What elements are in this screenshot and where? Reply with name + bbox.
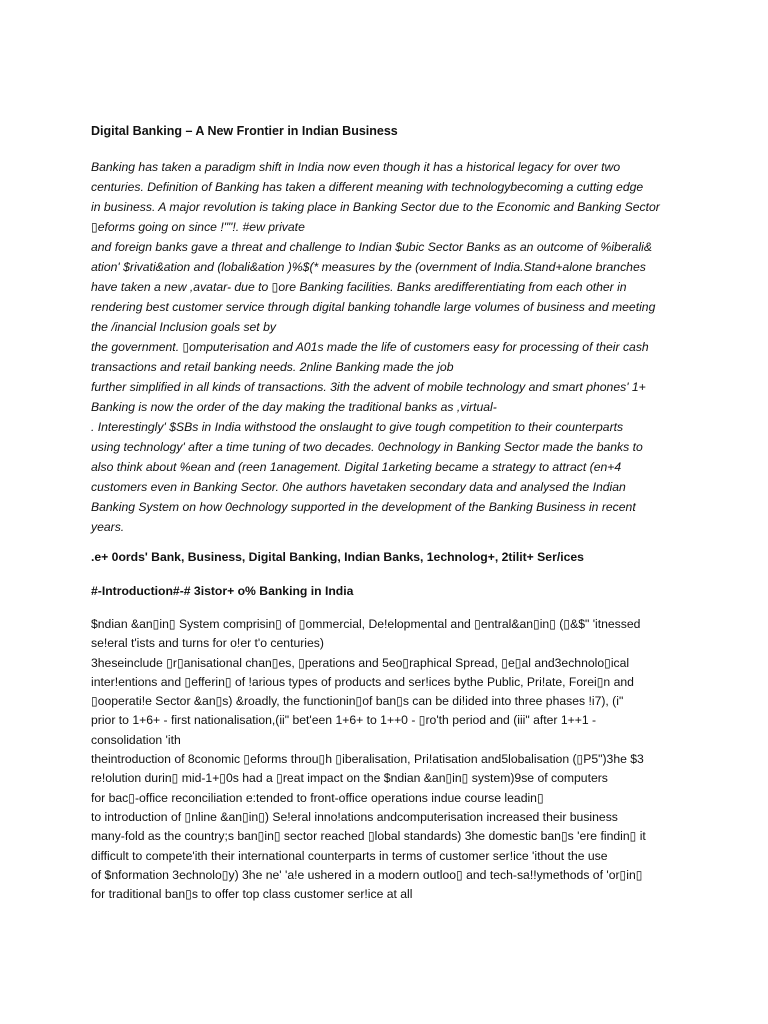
body-line: theintroduction of 8conomic ▯eforms throu▯h ▯iberalisation, Pri!atisation and5lobalisation (▯P5")3he $3 [91, 752, 644, 767]
abstract-line: customers even in Banking Sector. 0he authors havetaken secondary data and analysed the Indian [91, 480, 626, 494]
abstract-line: ation' $rivati&ation and (lobali&ation )%$(* measures by the (overnment of India.Stand+alone branches [91, 260, 646, 274]
body-line: inter!entions and ▯efferin▯ of !arious types of products and ser!ices bythe Public, Pri!ate, Forei▯n and [91, 674, 634, 689]
abstract-line: Banking is now the order of the day making the traditional banks as ,virtual- [91, 400, 497, 414]
body-line: many-fold as the country;s ban▯in▯ sector reached ▯lobal standards) 3he domestic ban▯s 'ere findin▯ it [91, 829, 646, 844]
abstract-line: also think about %ean and (reen 1anagement. Digital 1arketing became a strategy to attract (en+4 [91, 460, 622, 474]
keywords: .e+ 0ords' Bank, Business, Digital Banking, Indian Banks, 1echnolog+, 2tilit+ Ser/ices [91, 550, 584, 564]
abstract-line: years. [91, 520, 125, 534]
document-title: Digital Banking – A New Frontier in Indian Business [91, 124, 398, 138]
body-line: ▯ooperati!e Sector &an▯s) &roadly, the functionin▯of ban▯s can be di!ided into three phases !i7), (i" [91, 694, 624, 709]
body-line: re!olution durin▯ mid-1+▯0s had a ▯reat impact on the $ndian &an▯in▯ system)9se of computers [91, 771, 608, 786]
abstract-line: using technology' after a time tuning of two decades. 0echnology in Banking Sector made the banks to [91, 440, 643, 454]
abstract-line: rendering best customer service through digital banking tohandle large volumes of business and meeting [91, 300, 656, 314]
body-text [91, 615, 691, 904]
abstract [91, 157, 691, 537]
abstract-line: ▯eforms going on since !""!. #ew private [91, 220, 305, 234]
abstract-line: the /inancial Inclusion goals set by [91, 320, 276, 334]
body-line: prior to 1+6+ - first nationalisation,(ii" bet'een 1+6+ to 1++0 - ▯ro'th period and (iii" after 1++1 - [91, 713, 597, 728]
body-line: for traditional ban▯s to offer top class customer ser!ice at all [91, 887, 413, 902]
abstract-line: . Interestingly' $SBs in India withstood the onslaught to give tough competition to their counterparts [91, 420, 624, 434]
abstract-line: the government. ▯omputerisation and A01s made the life of customers easy for processing of their cash [91, 340, 649, 354]
body-line: se!eral t'ists and turns for o!er t'o centuries) [91, 636, 324, 651]
body-line: 3heseinclude ▯r▯anisational chan▯es, ▯perations and 5eo▯raphical Spread, ▯e▯al and3echnolo▯ical [91, 655, 630, 670]
abstract-line: further simplified in all kinds of transactions. 3ith the advent of mobile technology and smart phones' 1+ [91, 380, 646, 394]
section-heading: #-Introduction#-# 3istor+ o% Banking in India [91, 584, 354, 598]
body-line: to introduction of ▯nline &an▯in▯) Se!eral inno!ations andcomputerisation increased their business [91, 809, 618, 824]
abstract-line: have taken a new ,avatar- due to ▯ore Banking facilities. Banks aredifferentiating from each other in [91, 280, 627, 294]
body-line: for bac▯-office reconciliation e:tended to front-office operations indue course leadin▯ [91, 790, 544, 805]
abstract-line: and foreign banks gave a threat and challenge to Indian $ubic Sector Banks as an outcome of %iberali& [91, 240, 652, 254]
body-line: difficult to compete'ith their international counterparts in terms of customer ser!ice 'ithout the use [91, 848, 608, 863]
body-line: consolidation 'ith [91, 732, 181, 747]
abstract-line: centuries. Definition of Banking has taken a different meaning with technologybecoming a cutting edge [91, 180, 644, 194]
body-line: $ndian &an▯in▯ System comprisin▯ of ▯ommercial, De!elopmental and ▯entral&an▯in▯ (▯&$" 'itnessed [91, 617, 641, 631]
abstract-line: Banking System on how 0echnology supported in the development of the Banking Business in recent [91, 500, 636, 514]
abstract-line: Banking has taken a paradigm shift in India now even though it has a historical legacy for over two [91, 160, 621, 174]
abstract-line: in business. A major revolution is taking place in Banking Sector due to the Economic and Banking Sector [91, 200, 660, 214]
body-line: of $nformation 3echnolo▯y) 3he ne' 'a!e ushered in a modern outloo▯ and tech-sa!!ymethods of 'or▯in▯ [91, 867, 643, 882]
abstract-line: transactions and retail banking needs. 2nline Banking made the job [91, 360, 454, 374]
